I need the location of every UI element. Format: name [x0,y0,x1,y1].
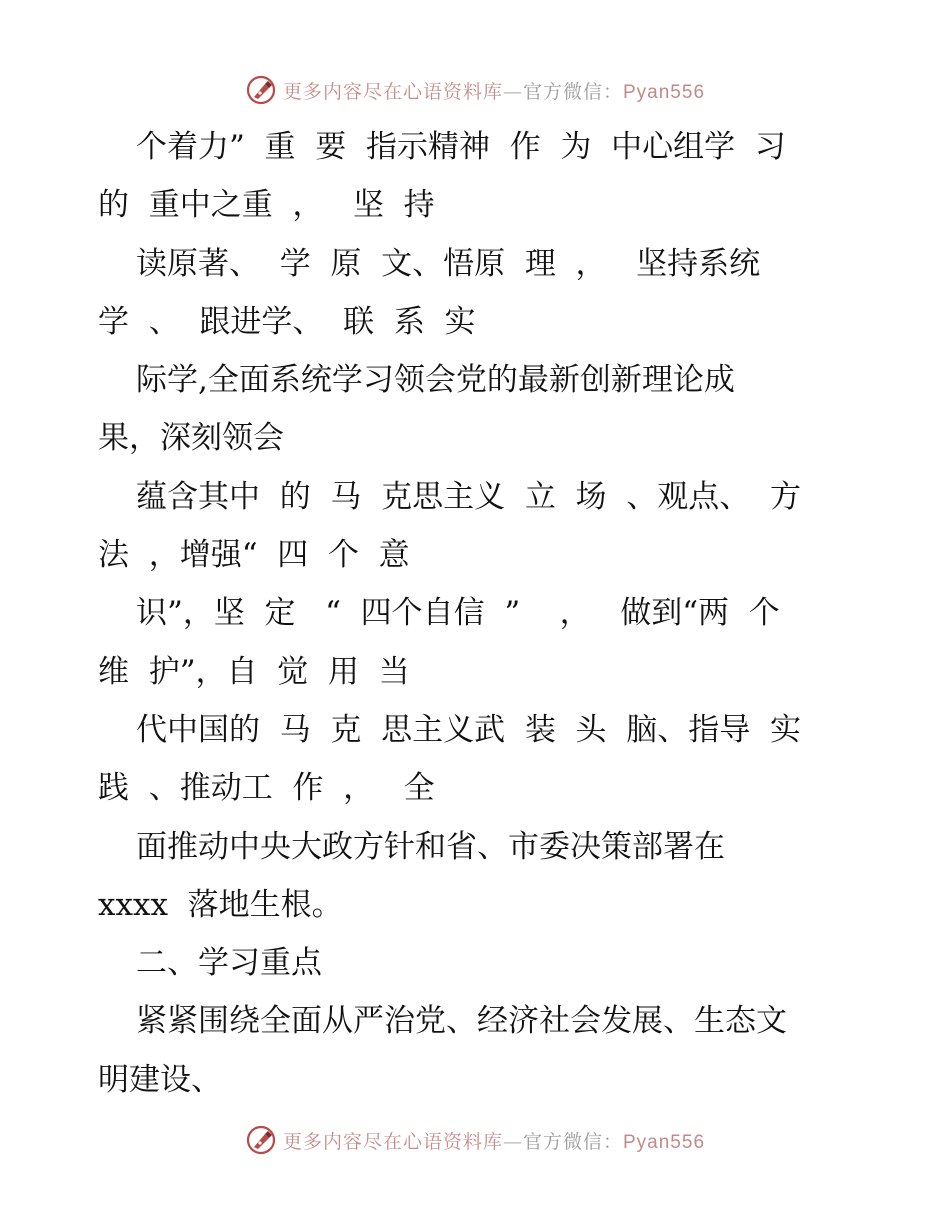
text-line: 的 重中之重 ， 坚 持 [98,187,435,224]
watermark-text [283,1127,705,1154]
text-line: 际学,全面系统学习领会党的最新创新理论成 [136,362,735,399]
text-line: 明建设、 [98,1061,222,1098]
watermark-dash: — [502,80,523,103]
watermark-text [283,77,705,104]
pen-nib-seal-icon [245,1124,277,1156]
text-line: 学 、 跟进学、 联 系 实 [98,303,476,340]
text-line: 紧紧围绕全面从严治党、经济社会发展、生态文 [136,1003,787,1040]
text-line: 面推动中央大政方针和省、市委决策部署在 [136,828,725,865]
footer-watermark [0,1120,950,1160]
watermark-id: Pyan556 [623,1131,706,1153]
watermark-id: Pyan556 [623,81,706,103]
text-line: 个着力” 重 要 指示精神 作 为 中心组学 习 [136,129,786,165]
text-line: 法 ，增强“ 四 个 意 [98,537,410,574]
text-line: 代中国的 马 克 思主义武 装 头 脑、指导 实 [136,711,801,748]
header-watermark [0,70,950,110]
text-line: xxxx 落地生根。 [98,886,343,923]
pen-nib-seal-icon [245,74,277,106]
watermark-dash: — [502,1130,523,1153]
text-line: 果，深刻领会 [98,420,284,457]
text-line: 蕴含其中 的 马 克思主义 立 场 、观点、 方 [136,478,801,515]
text-line: 读原著、 学 原 文、悟原 理 ， 坚持系统 [136,245,761,282]
body-text [98,118,858,1109]
text-line: 识”，坚 定 “ 四个自信 ” ， 做到“两 个 [136,595,780,632]
text-line: 维 护”，自 觉 用 当 [98,653,410,690]
watermark-prefix: 更多内容尽在心语资料库 [282,1130,503,1153]
watermark-label: 官方微信： [522,80,623,103]
watermark-label: 官方微信： [522,1130,623,1153]
section-heading: 二、学习重点 [136,945,322,982]
watermark-prefix: 更多内容尽在心语资料库 [282,80,503,103]
text-line: 践 、推动工 作 ， 全 [98,770,435,807]
